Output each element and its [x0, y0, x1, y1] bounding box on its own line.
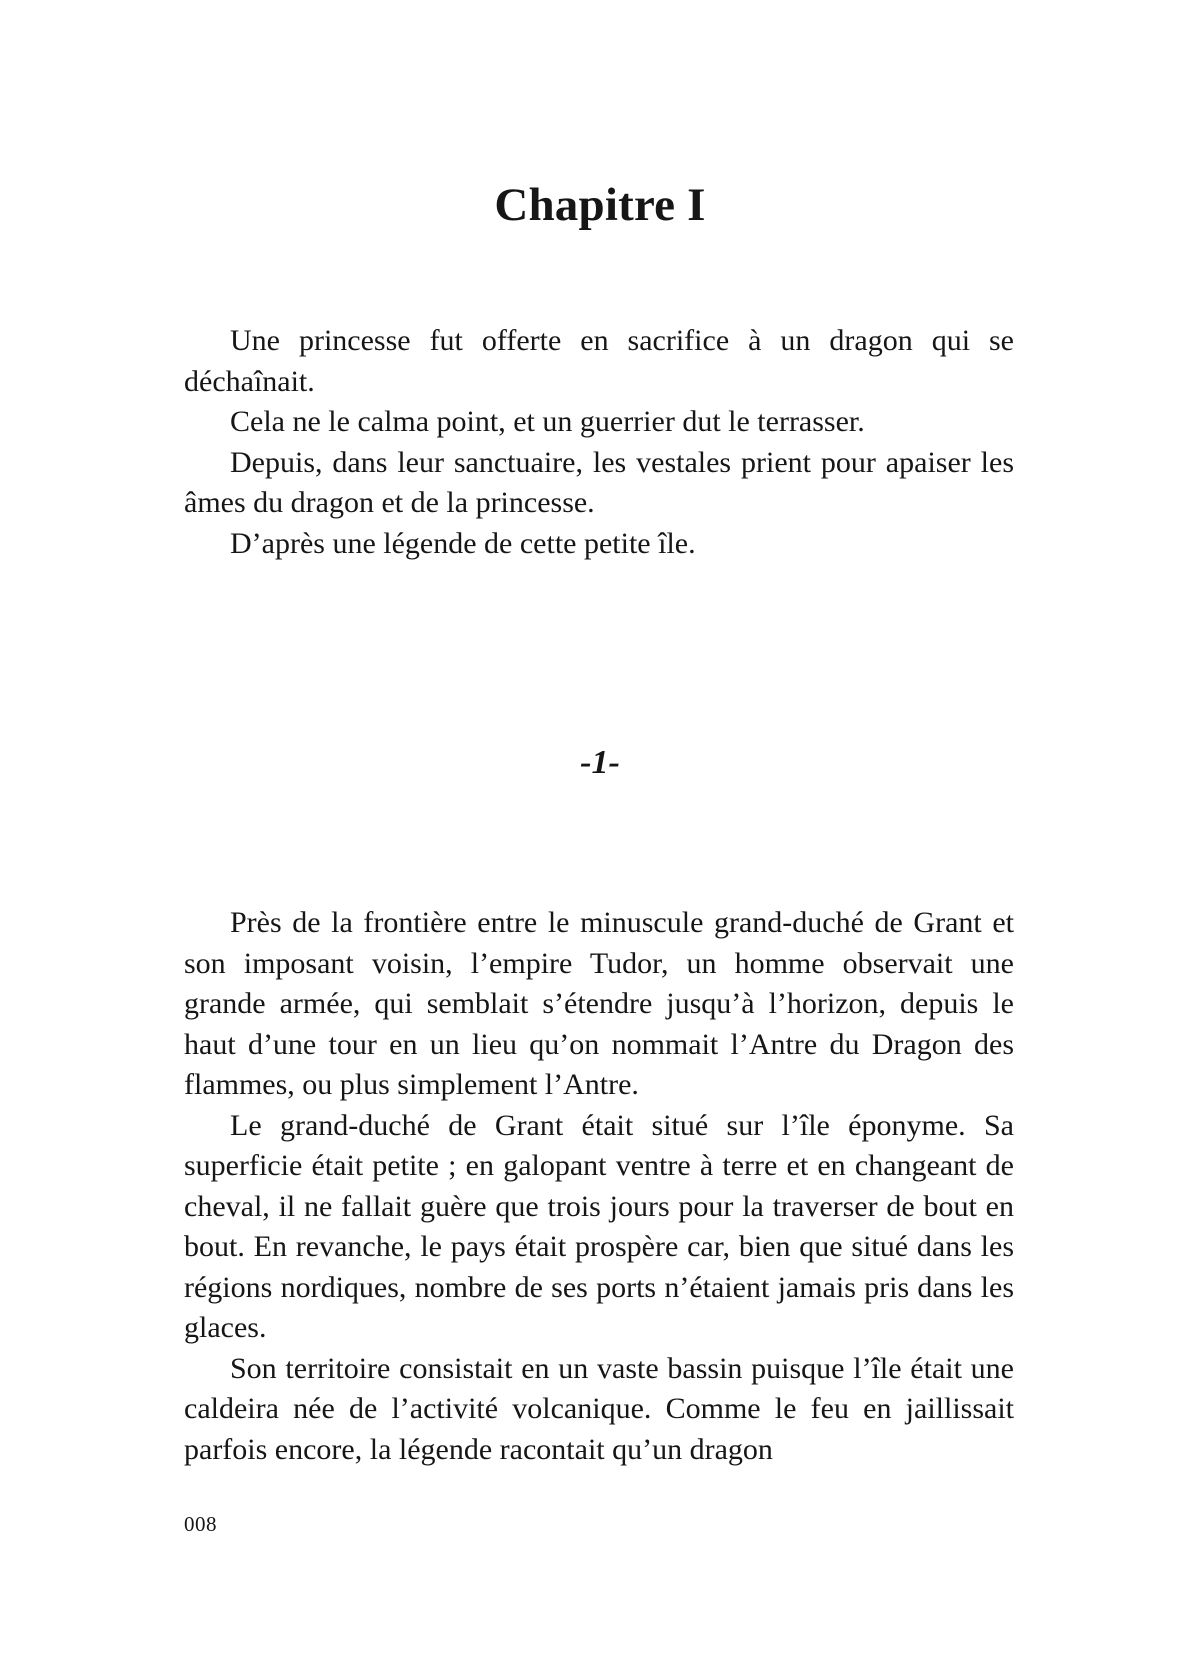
epigraph-paragraph: Depuis, dans leur sanctuaire, les vestales prient pour apaiser les âmes du dragon et de la princesse.: [184, 445, 1014, 519]
body-paragraph: Près de la frontière entre le minuscule grand-duché de Grant et son imposant voisin, l’empire Tudor, un homme observait une grande armée, qui semblait s’étendre jusqu’à l’horizon, depuis le haut d’une tour en un lieu qu’on nommait l’Antre du Dragon des flammes, ou plus simplement l’Antre.: [184, 906, 1014, 1101]
chapter-title: Chapitre I: [494, 179, 706, 231]
page-number: 008: [184, 1512, 217, 1536]
epigraph-paragraph: Cela ne le calma point, et un guerrier dut le terrasser.: [230, 405, 865, 438]
chapter-epigraph: [184, 321, 1014, 564]
body-text: [184, 903, 1014, 1470]
body-paragraph: Son territoire consistait en un vaste bassin puisque l’île était une caldeira née de l’activité volcanique. Comme le feu en jaillissait parfois encore, la légende racontait qu’un dragon: [184, 1351, 1014, 1466]
section-number: -1-: [580, 744, 620, 781]
epigraph-paragraph: Une princesse fut offerte en sacrifice à un dragon qui se déchaînait.: [184, 324, 1014, 398]
body-paragraph: Le grand-duché de Grant était situé sur l’île éponyme. Sa superficie était petite ; en galopant ventre à terre et en changeant de cheval, il ne fallait guère que trois jours pour la traverser de bout en bout. En revanche, le pays était prospère car, bien que situé dans les régions nordiques, nombre de ses ports n’étaient jamais pris dans les glaces.: [184, 1108, 1014, 1344]
epigraph-paragraph: D’après une légende de cette petite île.: [230, 526, 696, 560]
